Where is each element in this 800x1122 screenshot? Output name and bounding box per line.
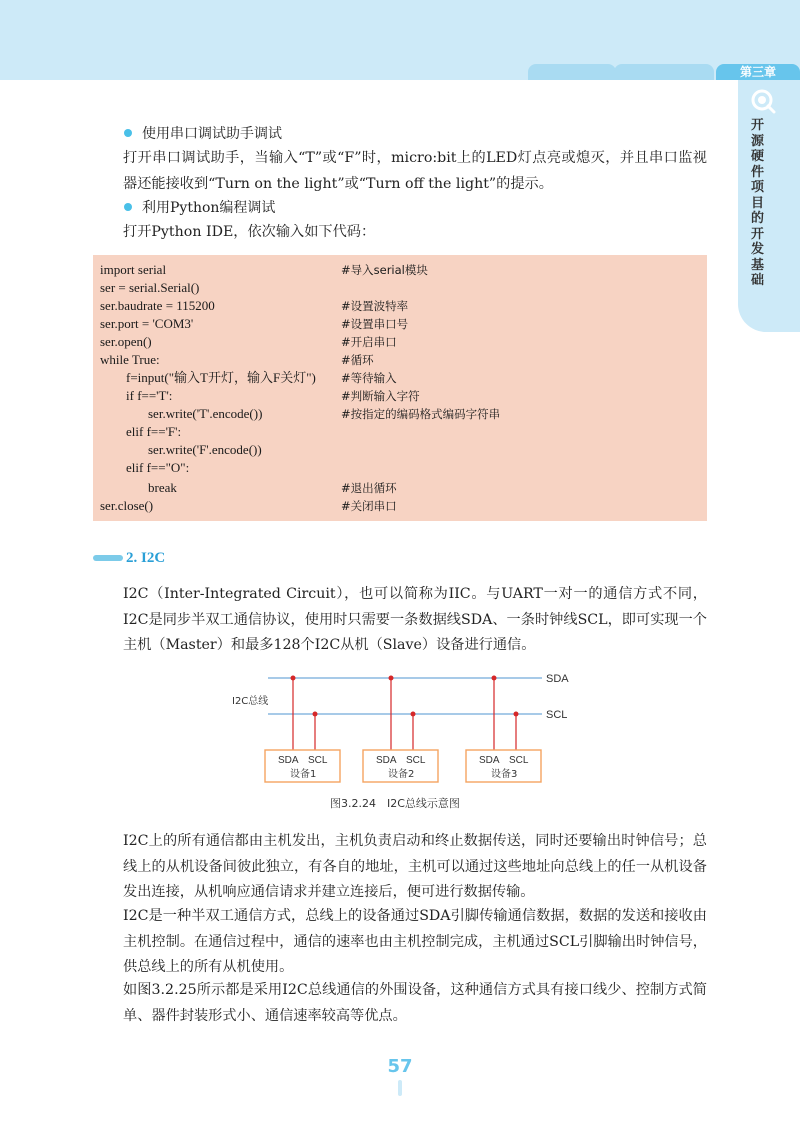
code-line: elif f=='F': bbox=[126, 424, 182, 439]
device-pin-sda: SDA bbox=[278, 755, 299, 766]
code-comment: #设置串口号 bbox=[341, 317, 409, 331]
device-name: 设备3 bbox=[491, 769, 518, 780]
device-pin-scl: SCL bbox=[406, 755, 426, 766]
bullet-text: 使用串口调试助手调试 bbox=[142, 126, 282, 142]
device-pin-sda: SDA bbox=[376, 755, 397, 766]
code-line: f=input("输入T开灯，输入F关灯") #等待输入 bbox=[126, 370, 397, 385]
chapter-tab-decor bbox=[528, 64, 616, 80]
code-line: while True: #循环 bbox=[100, 352, 374, 367]
connection-dot bbox=[389, 676, 394, 681]
code-comment: #等待输入 bbox=[341, 371, 397, 385]
paragraph-text: I2C是一种半双工通信方式，总线上的设备通过SDA引脚传输通信数据，数据的发送和接收由主机控制。在通信过程中，通信的速率也由主机控制完成，主机通过SCL引脚输出时钟信号，供总线上的所有从机使用。 bbox=[123, 908, 707, 975]
section-title: 2. I2C bbox=[126, 550, 166, 566]
paragraph bbox=[93, 220, 707, 246]
paragraph-text: 打开Python IDE，依次输入如下代码： bbox=[123, 224, 376, 240]
page-number-decor bbox=[398, 1080, 402, 1096]
bullet-dot-icon bbox=[124, 203, 132, 211]
device-name: 设备2 bbox=[388, 769, 415, 780]
bullet-python-debug bbox=[124, 198, 275, 218]
page-number: 57 bbox=[387, 1056, 413, 1077]
code-comment: #设置波特率 bbox=[341, 299, 409, 313]
side-chapter-title: 开源硬件项目的开发基础 bbox=[751, 118, 765, 288]
code-line: ser.baudrate = 115200 #设置波特率 bbox=[100, 298, 409, 313]
paragraph bbox=[93, 829, 707, 906]
device-pin-scl: SCL bbox=[509, 755, 529, 766]
device-1 bbox=[265, 676, 340, 783]
code-block bbox=[93, 255, 707, 521]
paragraph-text: 如图3.2.25所示都是采用I2C总线通信的外围设备，这种通信方式具有接口线少、控制方式简单、器件封装形式小、通信速率较高等优点。 bbox=[123, 982, 707, 1024]
figure-caption: 图3.2.24 I2C总线示意图 bbox=[330, 797, 460, 810]
side-strip bbox=[738, 80, 800, 332]
chapter-tab-decor bbox=[614, 64, 714, 80]
code-line: ser.port = 'COM3' #设置串口号 bbox=[100, 316, 409, 331]
code-comment: #导入serial模块 bbox=[341, 263, 428, 277]
paragraph bbox=[93, 582, 707, 659]
device-3 bbox=[466, 676, 541, 783]
device-name: 设备1 bbox=[290, 769, 317, 780]
code-line: ser.write('F'.encode()) bbox=[148, 442, 262, 457]
code-line: import serial #导入serial模块 bbox=[100, 262, 428, 277]
code-comment: #判断输入字符 bbox=[341, 389, 420, 403]
connection-dot bbox=[514, 712, 519, 717]
code-comment: #开启串口 bbox=[341, 335, 397, 349]
section-bar-decor bbox=[93, 555, 123, 561]
connection-dot bbox=[313, 712, 318, 717]
device-pin-sda: SDA bbox=[479, 755, 500, 766]
paragraph-text: I2C上的所有通信都由主机发出，主机负责启动和终止数据传送，同时还要输出时钟信号；总线上的从机设备间彼此独立，有各自的地址，主机可以通过这些地址向总线上的任一从机设备发出连接，从机响应通信请求并建立连接后，便可进行数据传输。 bbox=[123, 833, 707, 900]
connection-dot bbox=[492, 676, 497, 681]
code-comment: #按指定的编码格式编码字符串 bbox=[341, 407, 501, 421]
i2c-bus-diagram bbox=[220, 664, 580, 794]
code-comment: #循环 bbox=[341, 353, 374, 367]
code-line: ser = serial.Serial() bbox=[100, 280, 200, 295]
bullet-text: 利用Python编程调试 bbox=[142, 200, 276, 216]
bullet-dot-icon bbox=[124, 129, 132, 137]
code-line: break #退出循环 bbox=[148, 480, 397, 495]
bullet-serial-assistant bbox=[124, 124, 282, 144]
code-comment: #退出循环 bbox=[341, 481, 397, 495]
code-comment: #关闭串口 bbox=[341, 499, 397, 513]
device-pin-scl: SCL bbox=[308, 755, 328, 766]
magnifier-logo-icon bbox=[750, 88, 776, 114]
device-2 bbox=[363, 676, 438, 783]
bus-label: I2C总线 bbox=[232, 696, 269, 707]
paragraph bbox=[93, 904, 707, 981]
paragraph-text: 打开串口调试助手，当输入“T”或“F”时，micro:bit上的LED灯点亮或熄灭，并且串口监视器还能接收到“Turn on the light”或“Turn off the light”的提示。 bbox=[123, 150, 707, 192]
chapter-tab: 第三章 bbox=[716, 64, 800, 80]
connection-dot bbox=[291, 676, 296, 681]
paragraph-text: I2C（Inter-Integrated Circuit），也可以简称为IIC。与UART一对一的通信方式不同，I2C是同步半双工通信协议，使用时只需要一条数据线SDA、一条时钟线SCL，即可实现一个主机（Master）和最多128个I2C从机（Slave）设备进行通信。 bbox=[123, 586, 707, 653]
scl-label: SCL bbox=[546, 709, 568, 721]
code-line: ser.close() #关闭串口 bbox=[100, 498, 397, 513]
code-line: ser.write('T'.encode()) #按指定的编码格式编码字符串 bbox=[148, 406, 501, 421]
connection-dot bbox=[411, 712, 416, 717]
code-line: if f=='T': #判断输入字符 bbox=[126, 388, 420, 403]
code-line: elif f=="O": bbox=[126, 460, 190, 475]
sda-label: SDA bbox=[546, 673, 569, 685]
code-line: ser.open() #开启串口 bbox=[100, 334, 397, 349]
paragraph bbox=[93, 978, 707, 1029]
paragraph bbox=[93, 146, 707, 197]
